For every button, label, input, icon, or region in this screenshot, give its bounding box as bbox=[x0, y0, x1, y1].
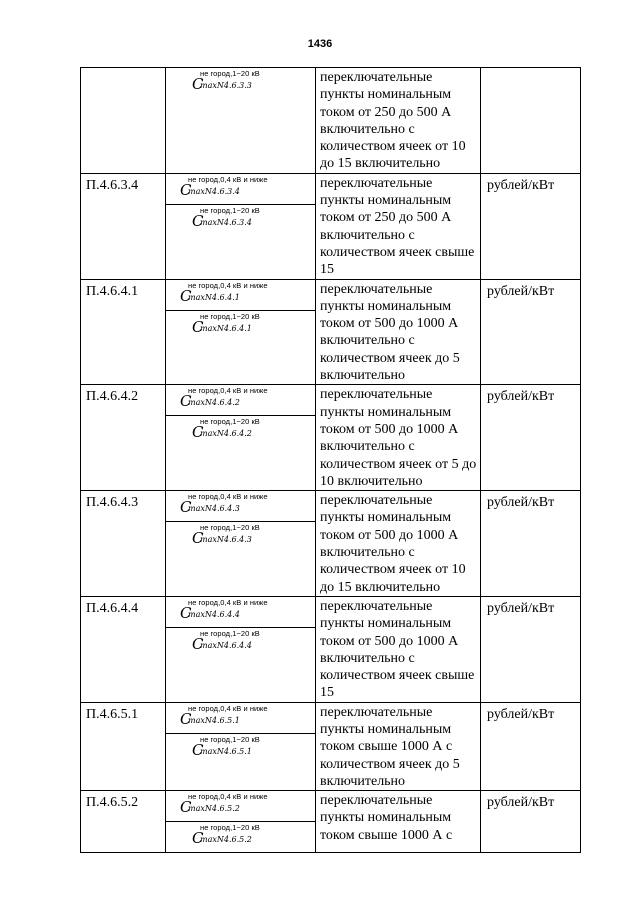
table-row bbox=[81, 791, 581, 853]
rate-symbol-1-20kv: C не город,1−20 кВ maxN4.6.4.3 bbox=[192, 523, 260, 548]
item-unit: рублей/кВт bbox=[481, 385, 581, 491]
table-row bbox=[81, 702, 581, 790]
rate-symbol-cell bbox=[166, 491, 316, 597]
rate-symbol-cell bbox=[166, 279, 316, 385]
rate-symbol-0-4kv: C не город,0,4 кВ и ниже maxN4.6.5.1 bbox=[166, 703, 315, 734]
rate-symbol-0-4kv: C не город,0,4 кВ и ниже maxN4.6.4.3 bbox=[166, 491, 315, 522]
item-description: переключательные пункты номинальным током от 250 до 500 А включительно с количеством ячеек свыше 15 bbox=[316, 173, 481, 279]
item-code: П.4.6.3.4 bbox=[81, 173, 166, 279]
rate-symbol-0-4kv: C не город,0,4 кВ и ниже maxN4.6.4.1 bbox=[166, 280, 315, 311]
rate-symbol-0-4kv: C не город,0,4 кВ и ниже maxN4.6.4.2 bbox=[166, 385, 315, 416]
item-code: П.4.6.4.4 bbox=[81, 596, 166, 702]
rate-symbol-cell bbox=[166, 596, 316, 702]
table-row bbox=[81, 596, 581, 702]
table-row bbox=[81, 491, 581, 597]
rate-symbol-cell bbox=[166, 385, 316, 491]
item-description: переключательные пункты номинальным током от 500 до 1000 А включительно с количеством ячеек от 10 до 15 включительно bbox=[316, 491, 481, 597]
item-description: переключательные пункты номинальным током от 500 до 1000 А включительно с количеством ячеек до 5 включительно bbox=[316, 279, 481, 385]
rate-symbol-1-20kv: C не город,1−20 кВ maxN4.6.4.2 bbox=[192, 417, 260, 442]
rate-symbol-cell bbox=[166, 173, 316, 279]
item-code bbox=[81, 68, 166, 174]
table-row bbox=[81, 173, 581, 279]
rate-symbol-1-20kv: C не город,1−20 кВ maxN4.6.4.4 bbox=[192, 628, 260, 653]
rate-symbol-1-20kv: C не город,1−20 кВ maxN4.6.4.1 bbox=[192, 311, 260, 336]
item-code: П.4.6.4.2 bbox=[81, 385, 166, 491]
item-code: П.4.6.4.1 bbox=[81, 279, 166, 385]
item-unit: рублей/кВт bbox=[481, 173, 581, 279]
rate-symbol-0-4kv: C не город,0,4 кВ и ниже maxN4.6.5.2 bbox=[166, 791, 315, 822]
rate-symbol-cell bbox=[166, 791, 316, 853]
item-description: переключательные пункты номинальным током от 250 до 500 А включительно с количеством ячеек от 10 до 15 включительно bbox=[316, 68, 481, 174]
item-unit: рублей/кВт bbox=[481, 702, 581, 790]
tariff-table bbox=[80, 67, 581, 853]
rate-symbol-1-20kv: C не город,1−20 кВ maxN4.6.3.4 bbox=[192, 205, 260, 230]
item-code: П.4.6.5.2 bbox=[81, 791, 166, 853]
item-description: переключательные пункты номинальным током свыше 1000 А с bbox=[316, 791, 481, 853]
page-number: 1436 bbox=[307, 38, 333, 50]
item-unit: рублей/кВт bbox=[481, 491, 581, 597]
table-row bbox=[81, 279, 581, 385]
item-unit: рублей/кВт bbox=[481, 791, 581, 853]
item-unit bbox=[481, 68, 581, 174]
item-unit: рублей/кВт bbox=[481, 279, 581, 385]
item-description: переключательные пункты номинальным током от 500 до 1000 А включительно с количеством ячеек свыше 15 bbox=[316, 596, 481, 702]
rate-symbol-0-4kv: C не город,0,4 кВ и ниже maxN4.6.3.4 bbox=[166, 174, 315, 205]
rate-symbol-1-20kv: C не город,1−20 кВ maxN4.6.5.2 bbox=[192, 823, 260, 848]
rate-symbol-1-20kv: C не город,1−20 кВ maxN4.6.3.3 bbox=[192, 69, 260, 93]
item-description: переключательные пункты номинальным током свыше 1000 А с количеством ячеек до 5 включительно bbox=[316, 702, 481, 790]
rate-symbol-cell bbox=[166, 68, 316, 174]
rate-symbol-0-4kv: C не город,0,4 кВ и ниже maxN4.6.4.4 bbox=[166, 597, 315, 628]
rate-symbol-1-20kv: C не город,1−20 кВ maxN4.6.5.1 bbox=[192, 734, 260, 759]
table-row bbox=[81, 385, 581, 491]
item-code: П.4.6.4.3 bbox=[81, 491, 166, 597]
table-row bbox=[81, 68, 581, 174]
item-description: переключательные пункты номинальным током от 500 до 1000 А включительно с количеством ячеек от 5 до 10 включительно bbox=[316, 385, 481, 491]
item-code: П.4.6.5.1 bbox=[81, 702, 166, 790]
item-unit: рублей/кВт bbox=[481, 596, 581, 702]
rate-symbol-cell bbox=[166, 702, 316, 790]
